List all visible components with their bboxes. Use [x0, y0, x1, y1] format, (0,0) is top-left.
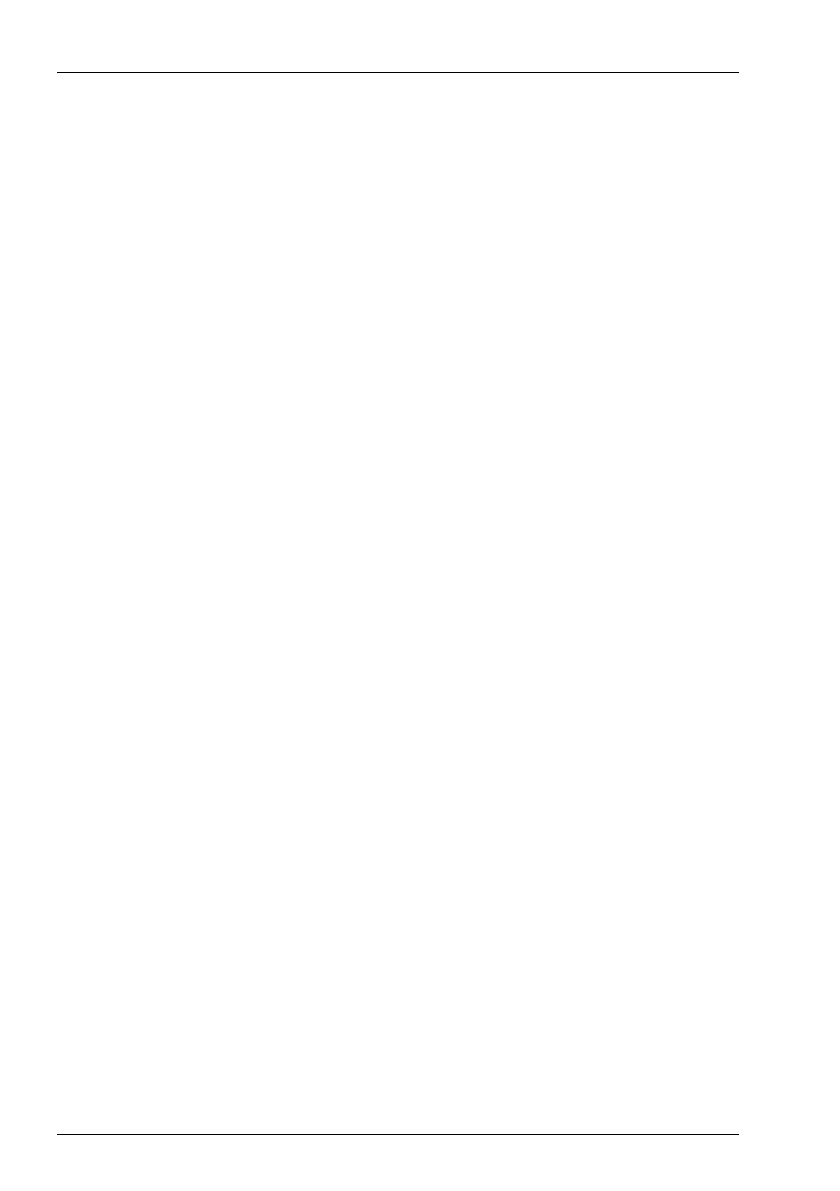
top-rule	[57, 72, 739, 73]
bottom-rule	[57, 1134, 739, 1135]
